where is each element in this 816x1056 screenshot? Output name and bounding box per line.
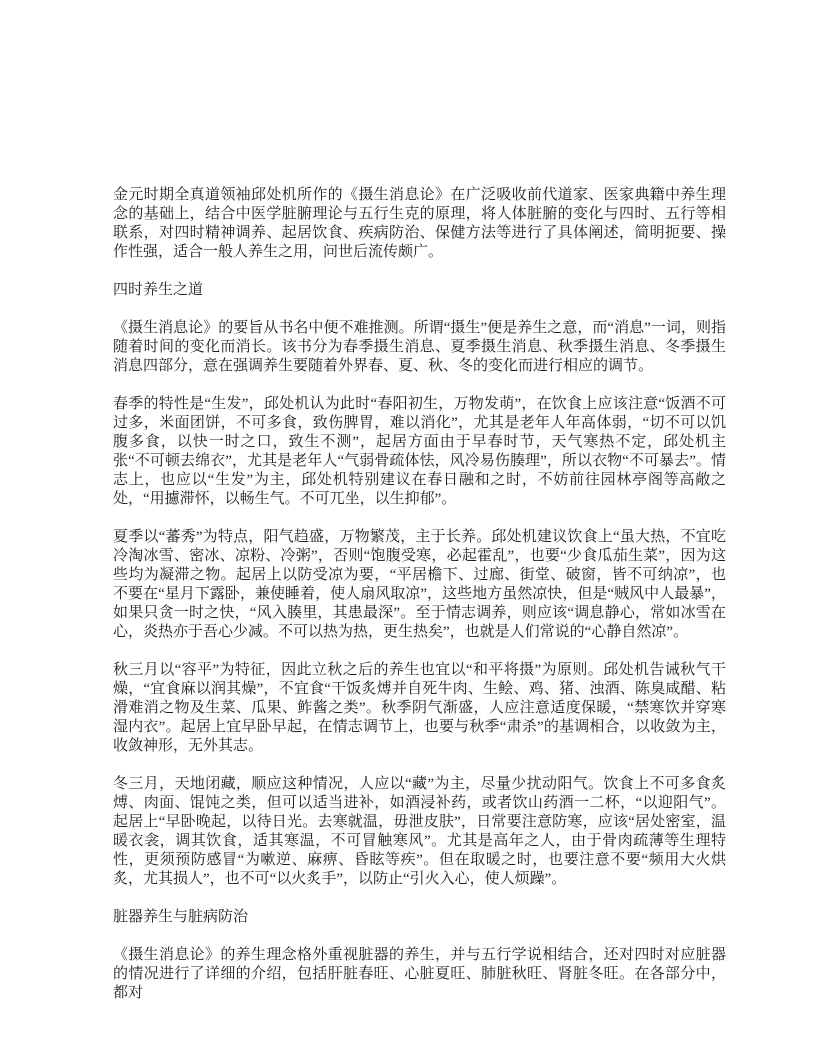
intro-paragraph: 金元时期全真道领袖邱处机所作的《摄生消息论》在广泛吸收前代道家、医家典籍中养生理念的基础上，结合中医学脏腑理论与五行生克的原理，将人体脏腑的变化与四时、五行等相联系，对四时精神调养、起居饮食、疾病防治、保健方法等进行了具体阐述，简明扼要、操作性强，适合一般人养生之用，问世后流传颇广。	[113, 187, 726, 260]
section-heading-four-seasons: 四时养生之道	[113, 282, 204, 298]
section-heading-organs: 脏器养生与脏病防治	[113, 909, 249, 925]
paragraph-book-purpose: 《摄生消息论》的要旨从书名中便不难推测。所谓“摄生”便是养生之意，而“消息”一词，则指随着时间的变化而消长。该书分为春季摄生消息、夏季摄生消息、秋季摄生消息、冬季摄生消息四部分，意在强调养生要随着外界春、夏、秋、冬的变化而进行相应的调节。	[113, 320, 726, 374]
paragraph-organs-intro: 《摄生消息论》的养生理念格外重视脏器的养生，并与五行学说相结合，还对四时对应脏器的情况进行了详细的介绍，包括肝脏春旺、心脏夏旺、肺脏秋旺、肾脏冬旺。在各部分中，都对	[113, 947, 726, 1001]
paragraph-spring: 春季的特性是“生发”，邱处机认为此时“春阳初生，万物发萌”，在饮食上应该注意“饭酒不可过多，米面团饼，不可多食，致伤脾胃，难以消化”，尤其是老年人年高体弱，“切不可以饥腹多食，以快一时之口，致生不测”，起居方面由于早春时节，天气寒热不定，邱处机主张“不可顿去绵衣”，尤其是老年人“气弱骨疏体怯，风冷易伤腠理”，所以衣物“不可暴去”。情志上，也应以“生发”为主，邱处机特别建议在春日融和之时，不妨前往园林亭阁等高敞之处，“用攄滞怀，以畅生气。不可兀坐，以生抑郁”。	[113, 396, 726, 507]
paragraph-autumn: 秋三月以“容平”为特征，因此立秋之后的养生也宜以“和平将摄”为原则。邱处机告诫秋气干燥，“宜食麻以润其燥”，不宜食“干饭炙煿并自死牛肉、生鲙、鸡、猪、浊酒、陈臭咸醋、粘滑难消之物及生菜、瓜果、鲊酱之类”。秋季阴气渐盛，人应注意适度保暖，“禁寒饮并穿寒湿内衣”。起居上宜早卧早起，在情志调节上，也要与秋季“肃杀”的基调相合，以收敛为主，收敛神形，无外其志。	[113, 662, 726, 754]
paragraph-summer: 夏季以“蕃秀”为特点，阳气趋盛，万物繁茂，主于长养。邱处机建议饮食上“虽大热，不宜吃冷淘冰雪、密冰、凉粉、冷粥”，否则“饱腹受寒，必起霍乱”，也要“少食瓜茄生菜”，因为这些均为凝滞之物。起居上以防受凉为要，“平居檐下、过廊、街堂、破窗，皆不可纳凉”，也不要在“星月下露卧，兼使睡着，使人扇风取凉”，这些地方虽然凉快，但是“贼风中人最暴”，如果只贪一时之快，“风入腠里，其患最深”。至于情志调养，则应该“调息静心，常如冰雪在心，炎热亦于吾心少减。不可以热为热，更生热矣”，也就是人们常说的“心静自然凉”。	[113, 529, 726, 640]
paragraph-winter: 冬三月，天地闭藏，顺应这种情况，人应以“藏”为主，尽量少扰动阳气。饮食上不可多食炙煿、肉面、馄饨之类，但可以适当进补，如酒浸补药，或者饮山药酒一二杯，“以迎阳气”。起居上“早卧晚起，以待日光。去寒就温，毋泄皮肤”，日常要注意防寒，应该“居处密室，温暖衣衾，调其饮食，适其寒温，不可冒触寒风”。尤其是高年之人，由于骨肉疏薄等生理特性，更须预防感冒“为嗽逆、麻痹、昏眩等疾”。但在取暖之时，也要注意不要“频用大火烘炙，尤其损人”，也不可“以火炙手”，以防止“引火入心，使人烦躁”。	[113, 776, 726, 887]
